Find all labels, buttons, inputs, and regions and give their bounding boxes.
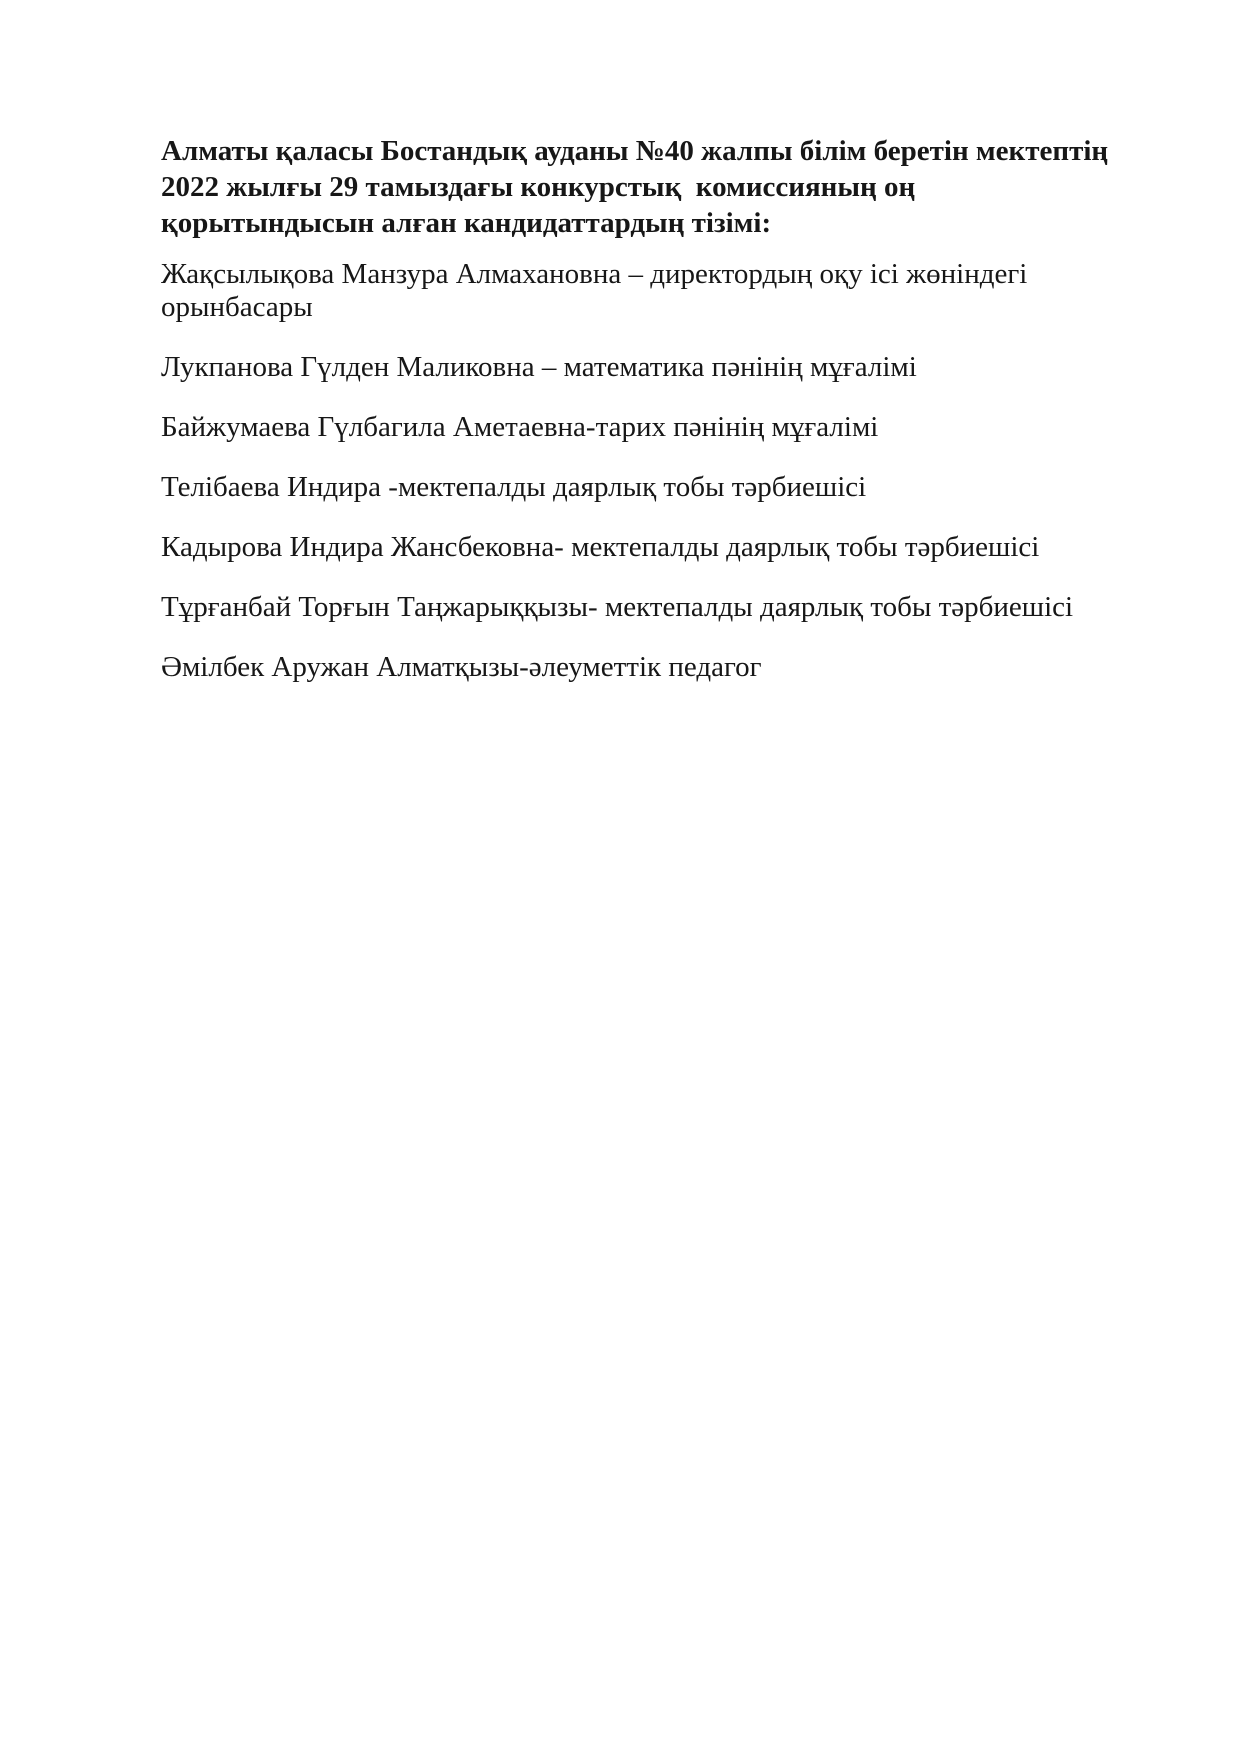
title-line-2: 2022 жылғы 29 тамыздағы конкурстық комиссияның оң xyxy=(161,171,916,203)
candidate-line: Тұрғанбай Торғын Таңжарыққызы- мектепалды даярлық тобы тәрбиешісі xyxy=(161,591,1074,623)
candidate-item-7 xyxy=(161,651,1081,684)
candidate-item-5 xyxy=(161,531,1081,564)
candidate-line: орынбасары xyxy=(161,291,313,323)
title-line-3: қорытындысын алған кандидаттардың тізімі: xyxy=(161,207,772,239)
candidate-list xyxy=(161,258,1081,684)
document-content xyxy=(161,133,1109,711)
candidate-line: Лукпанова Гүлден Маликовна – математика пәнінің мұғалімі xyxy=(161,351,917,383)
candidate-line: Телібаева Индира -мектепалды даярлық тобы тәрбиешісі xyxy=(161,471,867,503)
candidate-line: Байжумаева Гүлбагила Аметаевна-тарих пәнінің мұғалімі xyxy=(161,411,879,443)
document-title xyxy=(161,133,1109,241)
candidate-item-4 xyxy=(161,471,1081,504)
candidate-item-1 xyxy=(161,258,1081,324)
candidate-item-2 xyxy=(161,351,1081,384)
candidate-line: Кадырова Индира Жансбековна- мектепалды даярлық тобы тәрбиешісі xyxy=(161,531,1040,563)
candidate-item-6 xyxy=(161,591,1081,624)
title-line-1: Алматы қаласы Бостандық ауданы №40 жалпы білім беретін мектептің xyxy=(161,135,1109,167)
candidate-line: Жақсылықова Манзура Алмахановна – директордың оқу ісі жөніндегі xyxy=(161,258,1028,290)
candidate-item-3 xyxy=(161,411,1081,444)
candidate-line: Әмілбек Аружан Алматқызы-әлеуметтік педагог xyxy=(161,651,762,683)
